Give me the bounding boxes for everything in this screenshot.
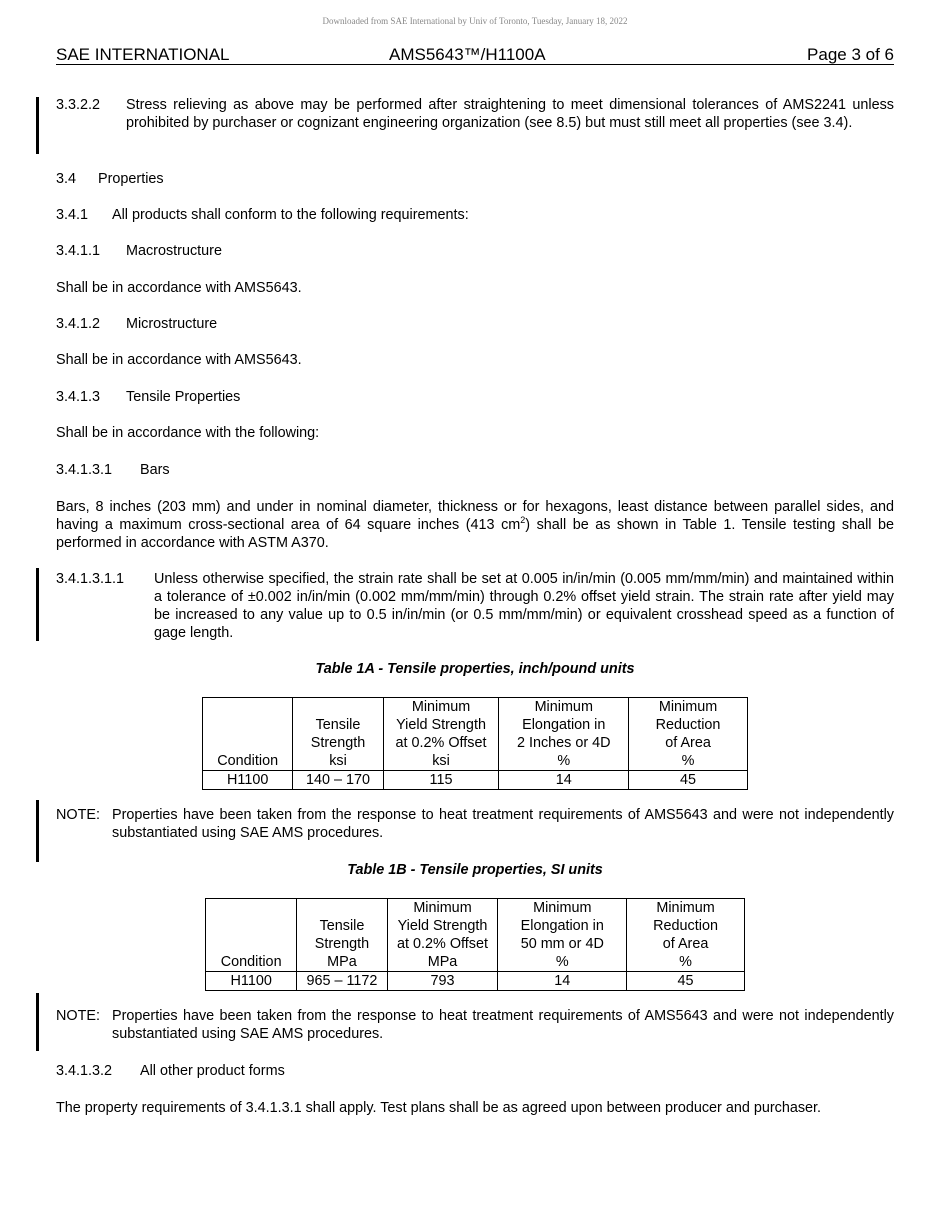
header-line: [203, 734, 292, 752]
microstructure-body: Shall be in accordance with AMS5643.: [56, 352, 302, 368]
header-line: Tensile: [319, 918, 365, 934]
section-3-4-1: 3.4.1 All products shall conform to the following requirements:: [56, 207, 469, 223]
table-row: [203, 771, 748, 790]
header-line: Reduction: [653, 918, 718, 934]
change-bar: [36, 993, 39, 1051]
header-line: Minimum: [413, 900, 472, 916]
header-line: 2 Inches or 4D: [516, 735, 611, 751]
header-line: Tensile: [315, 717, 361, 733]
section-3-4: 3.4 Properties: [56, 171, 164, 187]
table-header-cell: [499, 698, 629, 771]
table-1b: [205, 898, 745, 991]
bars-body: Bars, 8 inches (203 mm) and under in nominal diameter, thickness or for hexagons, least distance between parallel sides, and having a maximum cross-sectional area of 64 square inches (413 $cm^2$) shall be as shown in Table 1. Tensile testing shall be performed in accordance with ASTM A370.: [56, 499, 894, 551]
change-bar: [36, 97, 39, 154]
section-3-3-2-2: 3.3.2.2 Stress relieving as above may be performed after straightening to meet dimensional tolerances of AMS2241 unless prohibited by purchaser or cognizant engineering organization (see 8.5) but must still meet all properties (see 3.4).: [56, 97, 894, 131]
header-line: of Area: [662, 936, 709, 952]
header-line: Elongation in: [522, 717, 606, 733]
header-line: of Area: [665, 735, 711, 751]
table-cell: 140 – 170: [293, 771, 383, 790]
table-header-cell: [627, 899, 745, 972]
table-cell: H1100: [203, 771, 293, 790]
macrostructure-body: Shall be in accordance with AMS5643.: [56, 280, 302, 296]
page-header: [56, 44, 894, 65]
section-3-4-1-3: 3.4.1.3 Tensile Properties: [56, 389, 241, 405]
other-forms-body: The property requirements of 3.4.1.3.1 shall apply. Test plans shall be as agreed upon between producer and purchaser.: [56, 1100, 822, 1116]
table-header-cell: [203, 698, 293, 771]
table-header-cell: [629, 698, 748, 771]
header-line: Strength: [310, 735, 366, 751]
header-line: [203, 698, 292, 716]
header-line: MPa: [327, 954, 357, 970]
header-line: [206, 935, 296, 953]
note-2: NOTE: Properties have been taken from the response to heat treatment requirements of AMS5643 and were not independently substantiated using SAE AMS procedures.: [56, 1008, 894, 1042]
header-line: Condition: [217, 753, 279, 769]
header-line: Condition: [220, 954, 282, 970]
header-line: [203, 716, 292, 734]
section-3-4-1-1: 3.4.1.1 Macrostructure: [56, 243, 222, 259]
header-line: Minimum: [534, 699, 593, 715]
table-header-cell: [297, 899, 387, 972]
section-3-4-1-3-1-1: 3.4.1.3.1.1 Unless otherwise specified, the strain rate shall be set at 0.005 in/in/min (0.005 mm/mm/min) and maintained within a tolerance of ±0.002 in/in/min (0.002 mm/mm/min) through 0.2% offset yield strain. The strain rate after yield may be increased to any value up to 0.5 in/in/min (or 0.5 mm/mm/min) or equivalent crosshead speed as a function of gage length.: [56, 571, 894, 641]
header-line: at 0.2% Offset: [395, 735, 487, 751]
table-1a: [202, 697, 748, 790]
header-line: Minimum: [411, 699, 471, 715]
table-header-cell: [383, 698, 499, 771]
header-line: Minimum: [533, 900, 592, 916]
header-line: [293, 698, 382, 716]
table-cell: 45: [627, 972, 745, 991]
header-line: [297, 899, 386, 917]
header-line: Reduction: [655, 717, 721, 733]
header-line: Elongation in: [520, 918, 604, 934]
section-3-4-1-3-2: 3.4.1.3.2 All other product forms: [56, 1063, 285, 1079]
header-line: ksi: [329, 753, 347, 769]
header-page: Page 3 of 6: [807, 45, 894, 64]
table-cell: 14: [499, 771, 629, 790]
download-watermark: Downloaded from SAE International by Univ of Toronto, Tuesday, January 18, 2022: [322, 16, 628, 26]
table-1b-title: Table 1B - Tensile properties, SI units: [347, 862, 603, 878]
header-line: Minimum: [656, 900, 715, 916]
table-header-cell: [293, 698, 383, 771]
header-line: MPa: [427, 954, 458, 970]
table-header-cell: [206, 899, 297, 972]
table-cell: 14: [498, 972, 627, 991]
section-3-4-1-2: 3.4.1.2 Microstructure: [56, 316, 218, 332]
tensile-body: Shall be in accordance with the following:: [56, 425, 320, 441]
table-cell: H1100: [206, 972, 297, 991]
table-cell: 115: [383, 771, 499, 790]
change-bar: [36, 800, 39, 862]
header-line: 50 mm or 4D: [520, 936, 604, 952]
table-cell: 45: [629, 771, 748, 790]
note-1: NOTE: Properties have been taken from the response to heat treatment requirements of AMS5643 and were not independently substantiated using SAE AMS procedures.: [56, 807, 894, 841]
table-cell: 965 – 1172: [297, 972, 387, 991]
table-header-cell: [498, 899, 627, 972]
table-header-cell: [387, 899, 498, 972]
header-line: Yield Strength: [397, 918, 488, 934]
change-bar: [36, 568, 39, 641]
header-line: Minimum: [658, 699, 718, 715]
table-1a-title: Table 1A - Tensile properties, inch/pound units: [315, 661, 635, 677]
header-line: %: [679, 954, 692, 970]
header-line: Yield Strength: [396, 717, 486, 733]
table-cell: 793: [387, 972, 498, 991]
header-line: Strength: [314, 936, 370, 952]
header-line: at 0.2% Offset: [397, 936, 488, 952]
header-line: %: [557, 753, 571, 769]
header-line: %: [681, 753, 695, 769]
header-line: ksi: [432, 753, 450, 769]
header-line: [206, 917, 296, 935]
section-3-4-1-3-1: 3.4.1.3.1 Bars: [56, 462, 170, 478]
table-row: [206, 972, 745, 991]
header-org: SAE INTERNATIONAL: [56, 45, 230, 64]
header-doc-id: AMS5643™/H1100A: [389, 45, 546, 64]
header-line: [206, 899, 296, 917]
header-line: %: [555, 954, 569, 970]
